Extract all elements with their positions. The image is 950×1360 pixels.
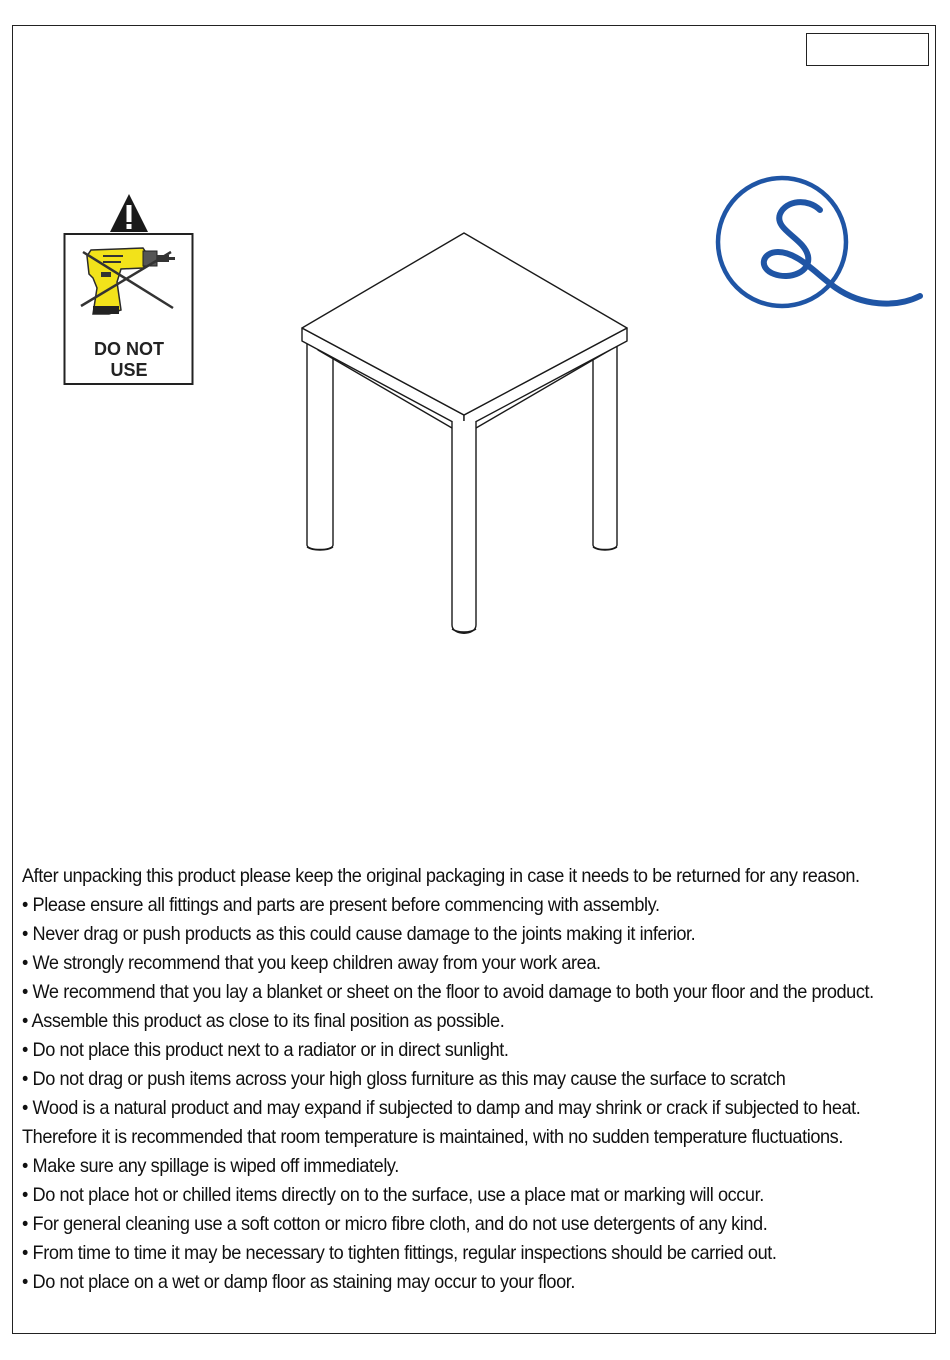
- warning-label-line1: DO NOT: [94, 339, 164, 359]
- instruction-line: • From time to time it may be necessary to tighten fittings, regular inspections should be carried out.: [22, 1242, 777, 1264]
- instruction-line: • Assemble this product as close to its final position as possible.: [22, 1010, 505, 1032]
- instruction-line: • Do not place on a wet or damp floor as staining may occur to your floor.: [22, 1271, 575, 1293]
- instruction-line: • Do not drag or push items across your high gloss furniture as this may cause the surface to scratch: [22, 1068, 786, 1090]
- instruction-line: • Wood is a natural product and may expand if subjected to damp and may shrink or crack if subjected to heat.: [22, 1097, 861, 1119]
- warning-label-line2: USE: [110, 360, 148, 380]
- instruction-line: After unpacking this product please keep the original packaging in case it needs to be returned for any reason.: [22, 865, 860, 887]
- instruction-line: • Make sure any spillage is wiped off immediately.: [22, 1155, 399, 1177]
- warning-label: [63, 339, 195, 381]
- instruction-line: • Do not place this product next to a radiator or in direct sunlight.: [22, 1039, 509, 1061]
- instruction-line: • We strongly recommend that you keep children away from your work area.: [22, 952, 601, 974]
- instruction-line: Therefore it is recommended that room temperature is maintained, with no sudden temperature fluctuations.: [22, 1126, 843, 1148]
- instruction-line: • Please ensure all fittings and parts are present before commencing with assembly.: [22, 894, 660, 916]
- warning-sign: [63, 192, 195, 387]
- product-code-box: [806, 33, 929, 66]
- instruction-line: • We recommend that you lay a blanket or sheet on the floor to avoid damage to both your floor and the product.: [22, 981, 874, 1003]
- instruction-line: • Never drag or push products as this could cause damage to the joints making it inferior.: [22, 923, 696, 945]
- brand-logo: [712, 172, 924, 314]
- instruction-line: • Do not place hot or chilled items directly on to the surface, use a place mat or marking will occur.: [22, 1184, 764, 1206]
- care-instructions: [22, 862, 878, 1297]
- product-illustration: [290, 225, 640, 645]
- square-table-drawing-icon: [290, 225, 640, 645]
- instruction-line: • For general cleaning use a soft cotton or micro fibre cloth, and do not use detergents of any kind.: [22, 1213, 768, 1235]
- brand-s-logo-icon: [712, 172, 924, 314]
